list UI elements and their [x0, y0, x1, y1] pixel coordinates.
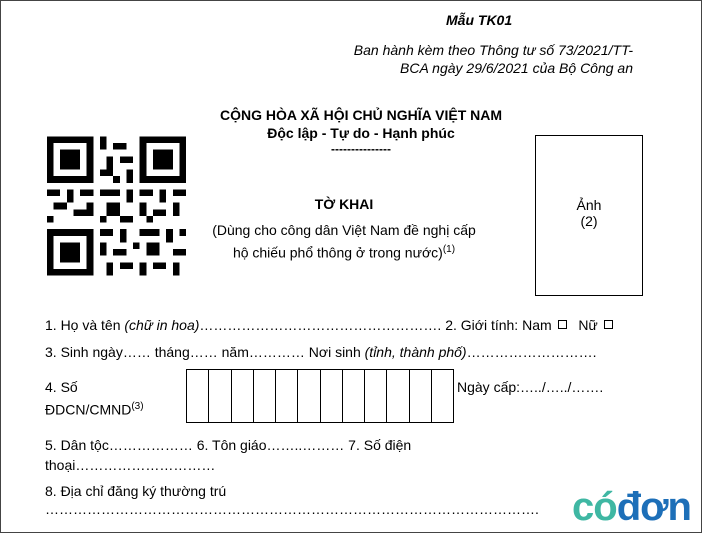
- phone-dots[interactable]: thoại…………………………: [45, 457, 216, 473]
- id-digit-cell[interactable]: [321, 369, 343, 423]
- gender-female-checkbox[interactable]: [604, 320, 613, 329]
- issued-line-2: BCA ngày 29/6/2021 của Bộ Công an: [400, 60, 633, 76]
- id-number-boxes[interactable]: [186, 369, 454, 423]
- footnote-1: (1): [442, 244, 456, 255]
- footnote-3: (3): [131, 401, 144, 412]
- gender-female-label: Nữ: [578, 317, 598, 333]
- issued-line-1: Ban hành kèm theo Thông tư số 73/2021/TT-: [353, 42, 633, 58]
- national-motto: Độc lập - Tự do - Hạnh phúc: [267, 125, 455, 141]
- address-label: 8. Địa chỉ đăng ký thường trú: [45, 483, 227, 499]
- id-label-2-wrap: [45, 401, 144, 418]
- id-digit-cell[interactable]: [276, 369, 298, 423]
- form-number: Mẫu TK01: [446, 12, 513, 28]
- issue-date[interactable]: Ngày cấp:…../…../…….: [457, 379, 604, 395]
- form-subtitle-text: hộ chiếu phổ thông ở trong nước): [232, 244, 443, 261]
- id-digit-cell[interactable]: [232, 369, 254, 423]
- form-subtitle-line-1: (Dùng cho công dân Việt Nam đề nghị cấp: [212, 222, 476, 238]
- id-digit-cell[interactable]: [186, 369, 209, 423]
- logo-part-2: đơn: [616, 485, 691, 529]
- photo-label: Ảnh: [576, 197, 602, 213]
- ethnic-religion-phone[interactable]: 5. Dân tộc……………… 6. Tôn giáo……..……… 7. Số điện: [45, 437, 412, 453]
- name-hint: (chữ in hoa): [124, 317, 200, 333]
- id-digit-cell[interactable]: [365, 369, 387, 423]
- national-divider: ---------------: [331, 142, 391, 156]
- dob-label: 3. Sinh ngày…… tháng…… năm………… Nơi sinh: [45, 344, 365, 360]
- name-label: 1. Họ và tên: [45, 317, 125, 333]
- id-digit-cell[interactable]: [410, 369, 432, 423]
- name-row: [45, 317, 613, 333]
- logo-part-1: có: [572, 485, 617, 529]
- gender-label: 2. Giới tính: Nam: [441, 317, 552, 333]
- gender-male-checkbox[interactable]: [558, 320, 567, 329]
- id-digit-cell[interactable]: [432, 369, 454, 423]
- name-dots[interactable]: …………………………………………….: [199, 317, 442, 333]
- issued-by-note: [354, 41, 633, 77]
- dob-dots[interactable]: ……………………….: [466, 344, 597, 360]
- id-digit-cell[interactable]: [298, 369, 320, 423]
- id-digit-cell[interactable]: [254, 369, 276, 423]
- photo-box: [535, 135, 643, 296]
- codon-watermark-logo: [572, 485, 691, 530]
- id-digit-cell[interactable]: [343, 369, 365, 423]
- dob-hint: (tỉnh, thành phố): [364, 344, 467, 360]
- photo-note: (2): [580, 213, 598, 229]
- id-digit-cell[interactable]: [387, 369, 409, 423]
- id-digit-cell[interactable]: [209, 369, 231, 423]
- address-dots[interactable]: …………………………………………………………………………………………….: [45, 501, 539, 517]
- id-label-1: 4. Số: [45, 379, 78, 395]
- form-title: TỜ KHAI: [314, 196, 374, 212]
- id-label-2: ĐDCN/CMND: [45, 401, 132, 418]
- dob-row: [45, 344, 597, 360]
- national-title: CỘNG HÒA XÃ HỘI CHỦ NGHĨA VIỆT NAM: [219, 107, 503, 123]
